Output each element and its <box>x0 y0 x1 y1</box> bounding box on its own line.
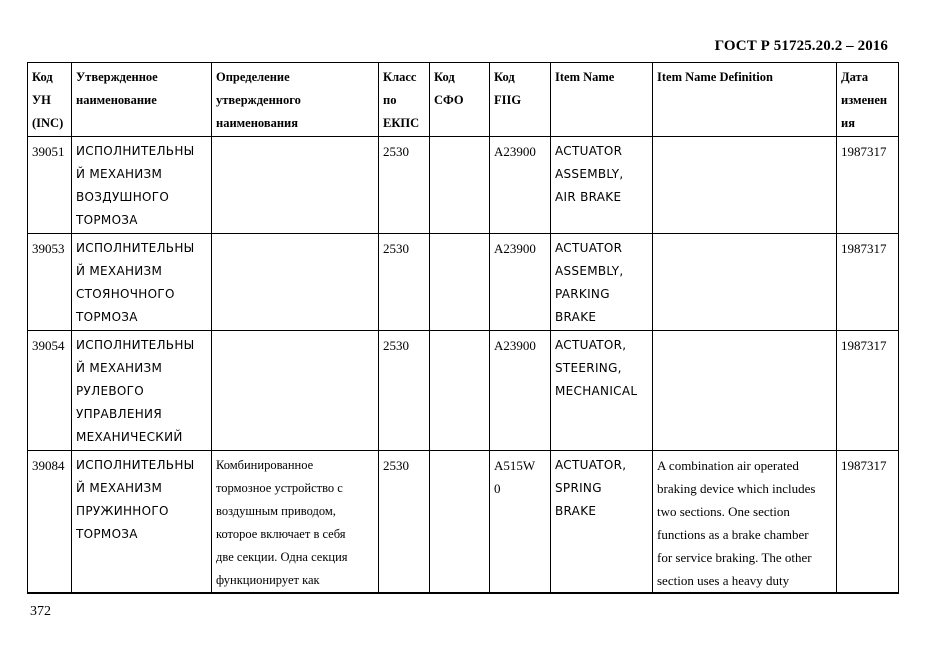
cell-approved-name: ИСПОЛНИТЕЛЬНЫ Й МЕХАНИЗМ ПРУЖИННОГО ТОРМОЗА <box>72 451 212 594</box>
cell-item-name: ACTUATOR, SPRING BRAKE <box>551 451 653 594</box>
table-row <box>28 137 899 234</box>
col-header-inc: Код УН (INC) <box>28 63 72 137</box>
cell-class: 2530 <box>379 331 430 451</box>
col-header-sfo: Код СФО <box>430 63 490 137</box>
cell-fiig: A23900 <box>490 137 551 234</box>
cell-sfo <box>430 234 490 331</box>
table-header-row <box>28 63 899 137</box>
cell-class: 2530 <box>379 234 430 331</box>
table-row <box>28 331 899 451</box>
cell-definition <box>212 331 379 451</box>
col-header-class: Класс по ЕКПС <box>379 63 430 137</box>
cell-sfo <box>430 451 490 594</box>
cell-change-date: 1987317 <box>837 451 899 594</box>
cell-class: 2530 <box>379 137 430 234</box>
document-standard-header: ГОСТ Р 51725.20.2 – 2016 <box>714 38 888 54</box>
cell-definition <box>212 137 379 234</box>
cell-fiig: A23900 <box>490 331 551 451</box>
cell-approved-name: ИСПОЛНИТЕЛЬНЫ Й МЕХАНИЗМ СТОЯНОЧНОГО ТОРМОЗА <box>72 234 212 331</box>
cell-item-name-definition <box>653 234 837 331</box>
cell-approved-name: ИСПОЛНИТЕЛЬНЫ Й МЕХАНИЗМ РУЛЕВОГО УПРАВЛЕНИЯ МЕХАНИЧЕСКИЙ <box>72 331 212 451</box>
cell-item-name-definition <box>653 137 837 234</box>
cell-approved-name: ИСПОЛНИТЕЛЬНЫ Й МЕХАНИЗМ ВОЗДУШНОГО ТОРМОЗА <box>72 137 212 234</box>
cell-definition <box>212 234 379 331</box>
cell-fiig: A515W 0 <box>490 451 551 594</box>
cell-class: 2530 <box>379 451 430 594</box>
cell-inc: 39054 <box>28 331 72 451</box>
cell-item-name-definition: A combination air operated braking device which includes two sections. One section functions as a brake chamber for service braking. The other section uses a heavy duty <box>653 451 837 594</box>
cell-item-name: ACTUATOR ASSEMBLY, PARKING BRAKE <box>551 234 653 331</box>
col-header-change-date: Дата изменен ия <box>837 63 899 137</box>
cell-item-name-definition <box>653 331 837 451</box>
cell-inc: 39053 <box>28 234 72 331</box>
col-header-item-name-definition: Item Name Definition <box>653 63 837 137</box>
col-header-approved-name: Утвержденное наименование <box>72 63 212 137</box>
cell-sfo <box>430 331 490 451</box>
col-header-item-name: Item Name <box>551 63 653 137</box>
cell-item-name: ACTUATOR ASSEMBLY, AIR BRAKE <box>551 137 653 234</box>
table-row <box>28 451 899 594</box>
cell-sfo <box>430 137 490 234</box>
col-header-fiig: Код FIIG <box>490 63 551 137</box>
cell-definition: Комбинированное тормозное устройство с воздушным приводом, которое включает в себя две секции. Одна секция функционирует как <box>212 451 379 594</box>
cell-change-date: 1987317 <box>837 234 899 331</box>
col-header-definition: Определение утвержденного наименования <box>212 63 379 137</box>
cell-change-date: 1987317 <box>837 331 899 451</box>
cell-change-date: 1987317 <box>837 137 899 234</box>
cell-inc: 39051 <box>28 137 72 234</box>
page-number: 372 <box>30 604 51 619</box>
cell-inc: 39084 <box>28 451 72 594</box>
cell-fiig: A23900 <box>490 234 551 331</box>
cell-item-name: ACTUATOR, STEERING, MECHANICAL <box>551 331 653 451</box>
inc-table <box>27 62 899 594</box>
table-row <box>28 234 899 331</box>
